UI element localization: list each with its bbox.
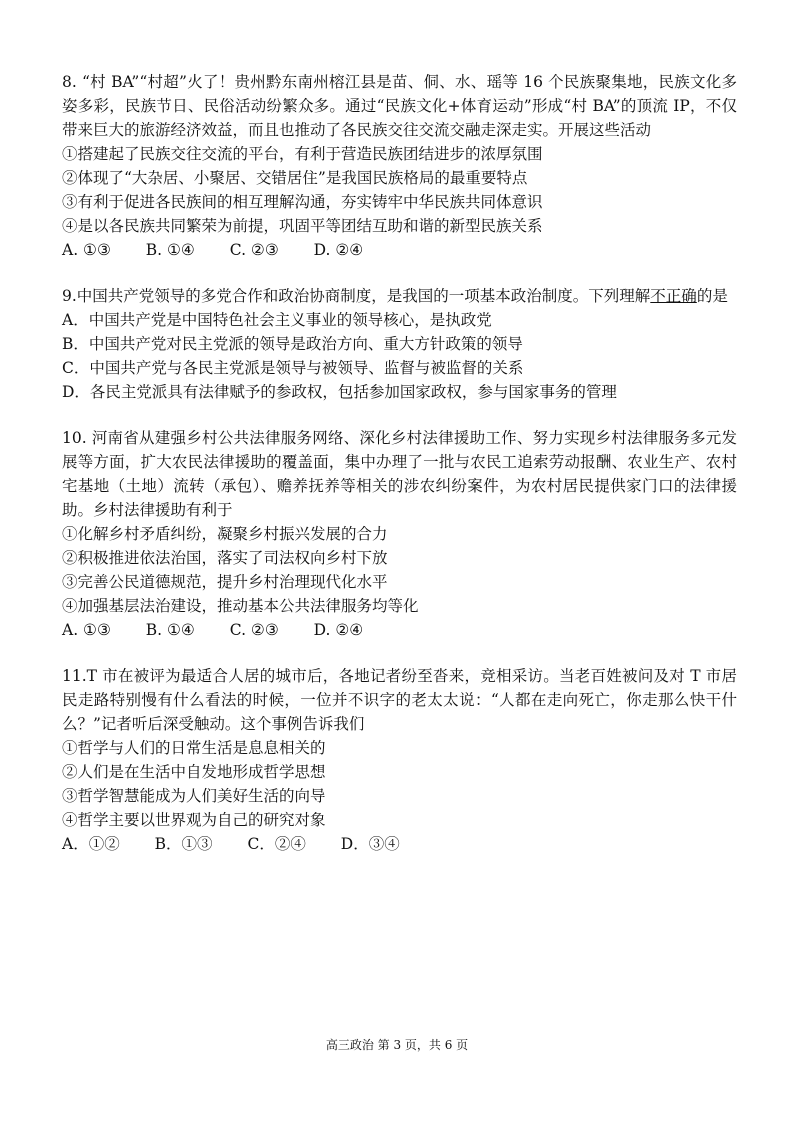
question-11-options [62,832,737,856]
question-10-item-4: ④加强基层法治建设，推动基本公共法律服务均等化 [62,597,419,615]
question-8-item-4: ④是以各民族共同繁荣为前提，巩固平等团结互助和谐的新型民族关系 [62,217,543,235]
question-10-item-1: ①化解乡村矛盾纠纷，凝聚乡村振兴发展的合力 [62,525,388,543]
question-9 [62,284,737,404]
question-8-option-b: B. ①④ [145,241,195,259]
question-9-stem-underlined: 不正确 [650,287,697,305]
question-11-item-4: ④哲学主要以世界观为自己的研究对象 [62,811,326,829]
question-9-stem [62,284,737,308]
question-9-option-b: B．中国共产党对民主党派的领导是政治方向、重大方针政策的领导 [62,335,523,353]
question-10-stem: 10. 河南省从建强乡村公共法律服务网络、深化乡村法律援助工作、努力实现乡村法律服务多元发展等方面，扩大农民法律援助的覆盖面，集中办理了一批与农民工追索劳动报酬、农业生产、农村宅基地（土地）流转（承包）、赡养抚养等相关的涉农纠纷案件，为农村居民提供家门口的法律援助。乡村法律援助有利于 [62,429,737,519]
question-10-option-a: A. ①③ [62,621,111,639]
question-10-options [62,618,737,642]
question-8-options [62,238,737,262]
question-8 [62,70,737,262]
question-11-option-d: D．③④ [340,835,400,853]
question-11-item-2: ②人们是在生活中自发地形成哲学思想 [62,763,326,781]
question-10 [62,426,737,642]
exam-page [62,70,737,876]
question-11 [62,664,737,856]
question-8-stem: 8. “村 BA”“村超”火了！贵州黔东南州榕江县是苗、侗、水、瑶等 16 个民族聚集地，民族文化多姿多彩，民族节日、民俗活动纷繁众多。通过“民族文化+体育运动”形成“村 BA”的顶流 IP，不仅带来巨大的旅游经济效益，而且也推动了各民族交往交流交融走深走实。开展这些活动 [62,73,737,139]
question-10-option-b: B. ①④ [145,621,195,639]
question-11-option-c: C．②④ [247,835,306,853]
question-11-item-3: ③哲学智慧能成为人们美好生活的向导 [62,787,326,805]
question-10-option-c: C. ②③ [229,621,279,639]
question-8-option-c: C. ②③ [229,241,279,259]
question-11-stem: 11.T 市在被评为最适合人居的城市后，各地记者纷至沓来，竞相采访。当老百姓被问及对 T 市居民走路特别慢有什么看法的时候，一位并不识字的老太太说：“人都在走向死亡，你走那么快干什么？”记者听后深受触动。这个事例告诉我们 [62,667,737,733]
question-8-item-3: ③有利于促进各民族间的相互理解沟通，夯实铸牢中华民族共同体意识 [62,193,543,211]
question-8-item-1: ①搭建起了民族交往交流的平台，有利于营造民族团结进步的浓厚氛围 [62,145,543,163]
question-10-option-d: D. ②④ [313,621,364,639]
question-8-option-d: D. ②④ [313,241,364,259]
question-9-stem-before: 9.中国共产党领导的多党合作和政治协商制度，是我国的一项基本政治制度。下列理解 [62,287,651,305]
question-9-option-c: C．中国共产党与各民主党派是领导与被领导、监督与被监督的关系 [62,359,524,377]
page-footer: 高三政治 第 3 页，共 6 页 [325,1038,469,1052]
question-9-option-a: A．中国共产党是中国特色社会主义事业的领导核心，是执政党 [62,311,492,329]
question-11-option-b: B．①③ [154,835,213,853]
question-8-item-2: ②体现了“大杂居、小聚居、交错居住”是我国民族格局的最重要特点 [62,169,528,187]
question-11-item-1: ①哲学与人们的日常生活是息息相关的 [62,739,326,757]
question-10-item-3: ③完善公民道德规范，提升乡村治理现代化水平 [62,573,388,591]
question-9-stem-after: 的是 [696,287,728,305]
question-10-item-2: ②积极推进依法治国，落实了司法权向乡村下放 [62,549,388,567]
question-9-option-d: D．各民主党派具有法律赋予的参政权，包括参加国家政权，参与国家事务的管理 [62,383,617,401]
question-8-option-a: A. ①③ [62,241,111,259]
question-11-option-a: A．①② [62,835,120,853]
